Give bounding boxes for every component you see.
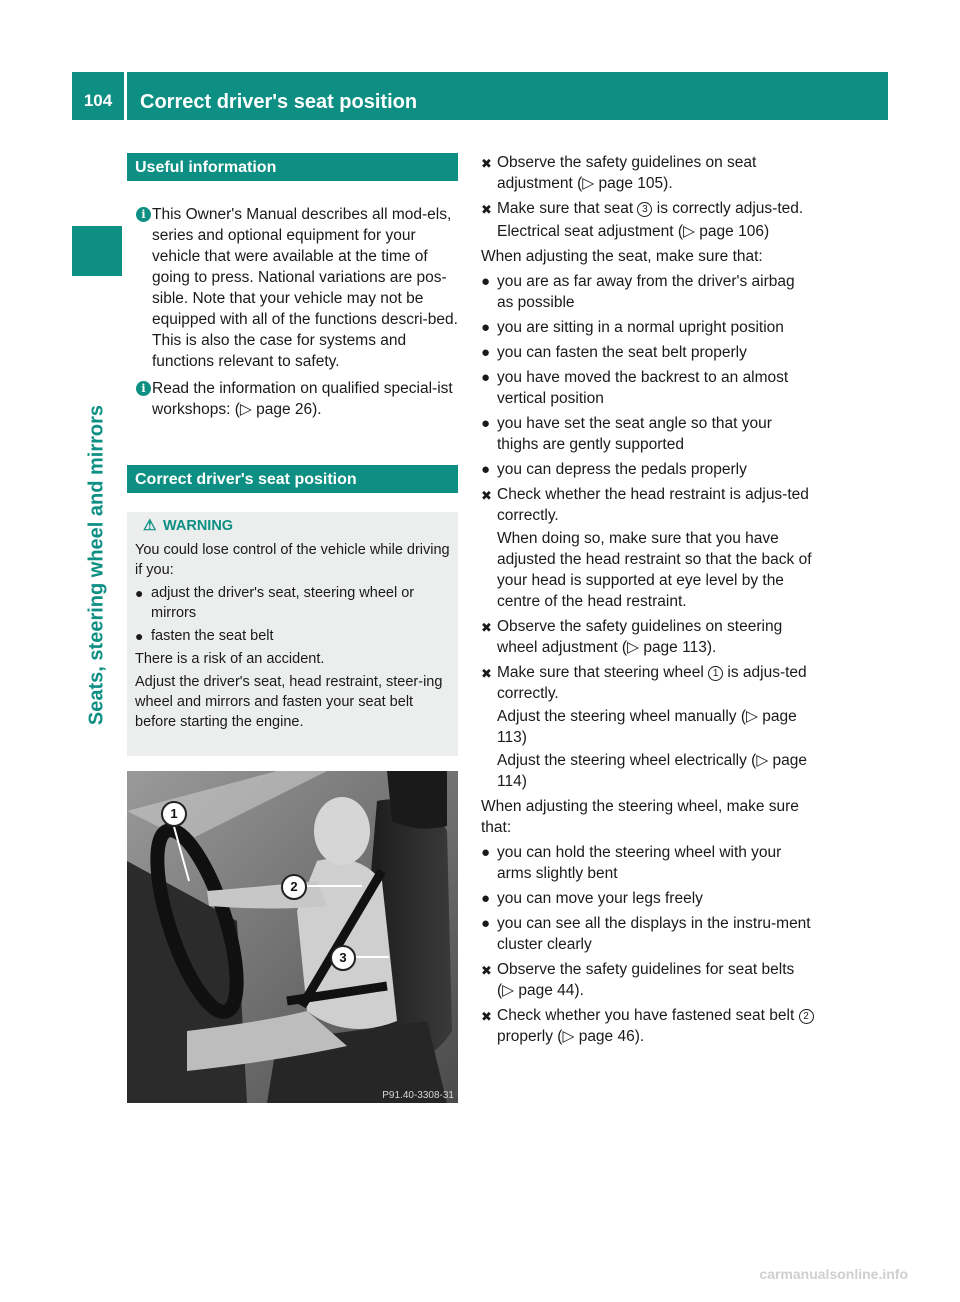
bullet-icon: ● xyxy=(481,915,491,932)
section-heading xyxy=(127,465,458,493)
bullet-text: you can move your legs freely xyxy=(497,890,703,907)
step-text: is correctly adjus-ted. xyxy=(652,200,804,217)
bullet-icon: ● xyxy=(135,585,144,601)
bullet-text: you can see all the displays in the instru-ment cluster clearly xyxy=(497,915,811,953)
bullet-icon: ● xyxy=(481,461,491,478)
chapter-tab-marker xyxy=(72,226,122,276)
chapter-label: Seats, steering wheel and mirrors xyxy=(85,404,108,726)
step xyxy=(481,198,814,219)
step-text: Make sure that seat xyxy=(497,200,638,217)
warning-box xyxy=(127,512,458,756)
seat-bullet xyxy=(481,342,814,363)
step-text: is adjus-ted correctly. xyxy=(497,664,807,702)
bullet-icon: ● xyxy=(481,415,491,432)
belt-ref-number: 2 xyxy=(799,1009,814,1024)
step xyxy=(481,152,814,194)
seat-bullet xyxy=(481,367,814,409)
warning-instruction: Adjust the driver's seat, head restraint, steer-ing wheel and mirrors and fasten your seat belt before starting the engine. xyxy=(135,674,443,730)
info-text-2: Read the information on qualified special-ist workshops: (▷ page 26). xyxy=(152,380,453,418)
step-text: Check whether you have fastened seat belt xyxy=(497,1007,799,1024)
bullet-icon: ● xyxy=(481,319,491,336)
useful-info-title: Useful information xyxy=(135,159,277,176)
seat-intro: When adjusting the seat, make sure that: xyxy=(481,248,763,265)
bullet-text: you have moved the backrest to an almost vertical position xyxy=(497,369,789,407)
warning-bullet-text: adjust the driver's seat, steering wheel or mirrors xyxy=(151,585,415,621)
warning-bullet xyxy=(135,583,453,623)
figure-code: P91.40-3308-31 xyxy=(382,1090,454,1101)
seat-bullet xyxy=(481,413,814,455)
step xyxy=(481,484,814,526)
warning-heading-text: WARNING xyxy=(163,518,234,534)
warning-intro: You could lose control of the vehicle while driving if you: xyxy=(135,542,450,578)
header-divider xyxy=(124,72,127,120)
step-arrow-icon: ✖ xyxy=(481,488,492,503)
warning-triangle-icon: ⚠ xyxy=(143,517,157,534)
seat-bullet xyxy=(481,271,814,313)
step xyxy=(481,662,814,704)
right-column xyxy=(481,152,814,1051)
step-arrow-icon: ✖ xyxy=(481,666,492,681)
step-subtext: Electrical seat adjustment (▷ page 106) xyxy=(497,223,770,240)
useful-info-heading xyxy=(127,153,458,181)
step xyxy=(481,1005,814,1047)
footer-watermark: carmanualsonline.info xyxy=(759,1266,908,1282)
page-title: Correct driver's seat position xyxy=(140,91,418,113)
info-icon: i xyxy=(136,207,151,222)
step-text: properly (▷ page 46). xyxy=(497,1028,645,1045)
wheel-bullet xyxy=(481,913,814,955)
step-arrow-icon: ✖ xyxy=(481,1009,492,1024)
info-text-1: This Owner's Manual describes all mod-els, series and optional equipment for your vehicle that were available at the time of going to press. National variations are pos-sible. Note that your vehicle may not be equipped with all of the functions descri-bed. This is also the case for systems and functions relevant to safety. xyxy=(152,206,458,370)
bullet-text: you have set the seat angle so that your thighs are gently supported xyxy=(497,415,772,453)
wheel-bullet xyxy=(481,888,814,909)
bullet-icon: ● xyxy=(135,628,144,644)
warning-risk: There is a risk of an accident. xyxy=(135,651,325,667)
step xyxy=(481,959,814,1001)
bullet-icon: ● xyxy=(481,273,491,290)
bullet-icon: ● xyxy=(481,369,491,386)
callout-3: 3 xyxy=(330,945,356,971)
bullet-text: you are as far away from the driver's airbag as possible xyxy=(497,273,795,311)
bullet-icon: ● xyxy=(481,344,491,361)
step xyxy=(481,616,814,658)
step-arrow-icon: ✖ xyxy=(481,963,492,978)
step-text: Observe the safety guidelines for seat belts (▷ page 44). xyxy=(497,961,795,999)
page-number: 104 xyxy=(83,91,113,110)
callout-1: 1 xyxy=(161,801,187,827)
wheel-bullet xyxy=(481,842,814,884)
bullet-text: you are sitting in a normal upright position xyxy=(497,319,784,336)
step-subtext: Adjust the steering wheel manually (▷ page 113) xyxy=(497,708,797,746)
bullet-icon: ● xyxy=(481,890,491,907)
wheel-intro: When adjusting the steering wheel, make sure that: xyxy=(481,798,799,836)
step-text: Observe the safety guidelines on steering wheel adjustment (▷ page 113). xyxy=(497,618,783,656)
info-paragraph xyxy=(136,204,460,372)
info-icon: i xyxy=(136,381,151,396)
step-arrow-icon: ✖ xyxy=(481,156,492,171)
seat-ref-number: 3 xyxy=(637,202,652,217)
warning-heading xyxy=(135,516,453,536)
step-text: Observe the safety guidelines on seat adjustment (▷ page 105). xyxy=(497,154,757,192)
seat-position-figure xyxy=(127,771,458,1103)
bullet-text: you can hold the steering wheel with your arms slightly bent xyxy=(497,844,782,882)
seat-bullet xyxy=(481,317,814,338)
step-subtext: Adjust the steering wheel electrically (▷ page 114) xyxy=(497,752,808,790)
step-arrow-icon: ✖ xyxy=(481,202,492,217)
bullet-text: you can fasten the seat belt properly xyxy=(497,344,747,361)
step-subtext: When doing so, make sure that you have adjusted the head restraint so that the back of your head is supported at eye level by the centre of the head restraint. xyxy=(497,530,812,610)
step-text: Make sure that steering wheel xyxy=(497,664,709,681)
seat-bullet xyxy=(481,459,814,480)
bullet-text: you can depress the pedals properly xyxy=(497,461,747,478)
info-paragraph xyxy=(136,378,460,420)
step-arrow-icon: ✖ xyxy=(481,620,492,635)
steering-wheel-ref-number: 1 xyxy=(708,666,723,681)
warning-bullet xyxy=(135,626,453,646)
step-text: Check whether the head restraint is adjus-ted correctly. xyxy=(497,486,809,524)
section-title: Correct driver's seat position xyxy=(135,471,357,488)
warning-bullet-text: fasten the seat belt xyxy=(151,628,274,644)
bullet-icon: ● xyxy=(481,844,491,861)
useful-info-body xyxy=(136,204,460,424)
callout-2: 2 xyxy=(281,874,307,900)
